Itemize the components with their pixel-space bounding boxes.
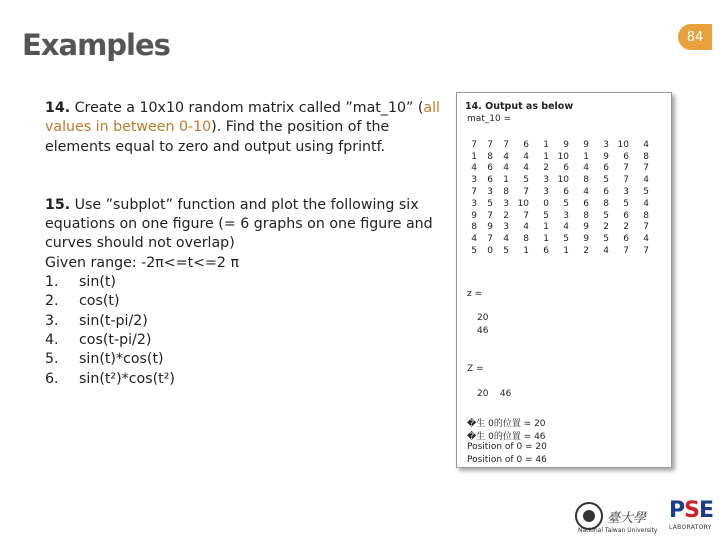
matrix-cell: 6 [623, 151, 629, 162]
matrix-cell: 5 [563, 198, 569, 209]
matrix-cell: 1 [523, 246, 529, 257]
ntu-name: National Taiwan University [578, 527, 658, 534]
matrix-cell: 5 [471, 246, 477, 257]
matrix-cell: 6 [623, 234, 629, 245]
matrix-row [467, 151, 649, 163]
matrix-cell: 5 [503, 246, 509, 257]
matrix-cell: 7 [471, 187, 477, 198]
matrix-cell: 4 [563, 222, 569, 233]
matrix-cell: 7 [643, 246, 649, 257]
matrix-cell: 1 [471, 151, 477, 162]
matrix-cell: 1 [503, 175, 509, 186]
matrix-cell: 5 [487, 198, 493, 209]
z-label: z = [467, 289, 483, 299]
output-title: 14. Output as below [465, 101, 574, 112]
matrix-cell: 4 [583, 187, 589, 198]
matrix-cell: 5 [523, 175, 529, 186]
matrix-cell: 9 [603, 151, 609, 162]
matrix-cell: 9 [563, 139, 569, 150]
matrix-cell: 1 [583, 151, 589, 162]
matrix-var-line: mat_10 = [467, 114, 512, 124]
matrix-cell: 0 [543, 198, 549, 209]
matrix-cell: 10 [557, 151, 569, 162]
matrix-cell: 2 [623, 222, 629, 233]
matrix-cell: 4 [523, 222, 529, 233]
matrix-cell: 6 [563, 187, 569, 198]
matrix-cell: 3 [563, 210, 569, 221]
matrix-cell: 9 [583, 139, 589, 150]
equation-list [45, 273, 445, 389]
matrix-cell: 1 [543, 234, 549, 245]
output-screenshot-panel [456, 92, 672, 468]
matrix-cell: 3 [543, 187, 549, 198]
list-item: 5. sin(t)*cos(t) [45, 351, 164, 368]
list-item: 6. sin(t²)*cos(t²) [45, 370, 175, 387]
z-value: 20 [477, 313, 489, 323]
matrix-cell: 4 [503, 151, 509, 162]
matrix-cell: 5 [643, 187, 649, 198]
matrix-cell: 7 [523, 187, 529, 198]
matrix-cell: 9 [487, 222, 493, 233]
matrix-cell: 6 [487, 163, 493, 174]
matrix-cell: 5 [623, 198, 629, 209]
matrix-cell: 5 [603, 234, 609, 245]
matrix-cell: 6 [487, 175, 493, 186]
matrix-cell: 7 [623, 246, 629, 257]
matrix-cell: 7 [523, 210, 529, 221]
question-15-range: Given range: -2π<=t<=2 π [45, 254, 239, 271]
matrix-cell: 5 [563, 234, 569, 245]
z-value: 46 [477, 326, 489, 336]
matrix-cell: 1 [563, 246, 569, 257]
matrix-cell: 3 [503, 198, 509, 209]
matrix-cell: 6 [603, 187, 609, 198]
matrix-row [467, 222, 649, 234]
question-14: 14. Create a 10x10 random matrix called ”mat_10” (all values in between 0-10). Find the position of the elements equal to zero and output using fprintf. [45, 100, 440, 155]
matrix-row [467, 210, 649, 222]
matrix-cell: 8 [471, 222, 477, 233]
matrix-cell: 2 [543, 163, 549, 174]
matrix-cell: 4 [503, 234, 509, 245]
matrix-row [467, 163, 649, 175]
matrix-cell: 4 [503, 163, 509, 174]
fprintf-line: �生 0的位置 = 20 [467, 419, 546, 429]
fprintf-line: Position of 0 = 20 [467, 442, 547, 452]
matrix-row [467, 174, 649, 186]
z2-values: 20 46 [477, 389, 512, 399]
pse-logo: PSE [669, 498, 714, 523]
matrix-cell: 4 [471, 163, 477, 174]
matrix-cell: 4 [583, 163, 589, 174]
matrix-cell: 7 [487, 139, 493, 150]
question-15: 15. Use ”subplot” function and plot the following six equations on one figure (= 6 graphs on one figure and curves should not overlap) [45, 196, 433, 252]
matrix-cell: 10 [517, 198, 529, 209]
matrix-cell: 8 [503, 187, 509, 198]
matrix-cell: 1 [543, 222, 549, 233]
matrix-cell: 5 [603, 175, 609, 186]
matrix-cell: 3 [603, 139, 609, 150]
matrix-cell: 6 [583, 198, 589, 209]
ntu-script: 臺大學 [607, 510, 647, 526]
matrix-cell: 3 [487, 187, 493, 198]
matrix-cell: 4 [523, 163, 529, 174]
exercise-text [45, 99, 445, 389]
matrix-cell: 9 [583, 222, 589, 233]
matrix-cell: 5 [543, 210, 549, 221]
pse-laboratory-label: LABORATORY [669, 524, 712, 531]
list-item: 2. cos(t) [45, 293, 120, 310]
matrix-cell: 7 [623, 175, 629, 186]
matrix-cell: 9 [471, 210, 477, 221]
question-15-number: 15. [45, 196, 71, 213]
matrix-cell: 8 [643, 210, 649, 221]
matrix-cell: 4 [643, 198, 649, 209]
matrix-cell: 4 [643, 175, 649, 186]
matrix-cell: 8 [603, 198, 609, 209]
matrix-cell: 2 [503, 210, 509, 221]
matrix-cell: 6 [563, 163, 569, 174]
matrix-cell: 5 [603, 210, 609, 221]
matrix-cell: 8 [583, 210, 589, 221]
matrix-cell: 10 [557, 175, 569, 186]
matrix-cell: 0 [487, 246, 493, 257]
slide-title: Examples [22, 28, 170, 62]
matrix-cell: 3 [471, 175, 477, 186]
matrix-cell: 1 [543, 139, 549, 150]
matrix-row [467, 245, 649, 257]
question-14-highlight: all values in between 0-10 [45, 100, 440, 136]
matrix-row [467, 139, 649, 151]
matrix-cell: 7 [471, 139, 477, 150]
matrix-cell: 4 [471, 234, 477, 245]
matrix-output [467, 139, 649, 257]
matrix-cell: 3 [503, 222, 509, 233]
fprintf-line: Position of 0 = 46 [467, 455, 547, 465]
matrix-cell: 6 [543, 246, 549, 257]
matrix-cell: 3 [623, 187, 629, 198]
matrix-cell: 8 [523, 234, 529, 245]
matrix-cell: 7 [503, 139, 509, 150]
matrix-cell: 7 [623, 163, 629, 174]
matrix-cell: 2 [583, 246, 589, 257]
matrix-cell: 9 [583, 234, 589, 245]
z2-label: Z = [467, 364, 484, 374]
matrix-cell: 7 [487, 210, 493, 221]
matrix-cell: 3 [471, 198, 477, 209]
matrix-cell: 4 [643, 234, 649, 245]
matrix-cell: 4 [603, 246, 609, 257]
matrix-cell: 4 [523, 151, 529, 162]
matrix-cell: 6 [603, 163, 609, 174]
page-number-badge: 84 [678, 24, 712, 50]
matrix-cell: 3 [543, 175, 549, 186]
matrix-cell: 8 [583, 175, 589, 186]
matrix-cell: 7 [643, 163, 649, 174]
matrix-cell: 6 [623, 210, 629, 221]
matrix-cell: 6 [523, 139, 529, 150]
matrix-cell: 7 [643, 222, 649, 233]
matrix-table [467, 139, 649, 257]
matrix-cell: 7 [487, 234, 493, 245]
matrix-cell: 8 [487, 151, 493, 162]
fprintf-line: �生 0的位置 = 46 [467, 432, 546, 442]
ntu-seal-icon [575, 502, 603, 530]
list-item: 4. cos(t-pi/2) [45, 331, 152, 348]
matrix-cell: 10 [617, 139, 629, 150]
matrix-cell: 8 [643, 151, 649, 162]
matrix-row [467, 233, 649, 245]
matrix-row [467, 198, 649, 210]
list-item: 1. sin(t) [45, 274, 116, 291]
question-14-number: 14. [45, 100, 71, 116]
matrix-cell: 4 [643, 139, 649, 150]
matrix-row [467, 186, 649, 198]
matrix-cell: 2 [603, 222, 609, 233]
matrix-cell: 1 [543, 151, 549, 162]
list-item: 3. sin(t-pi/2) [45, 312, 148, 329]
